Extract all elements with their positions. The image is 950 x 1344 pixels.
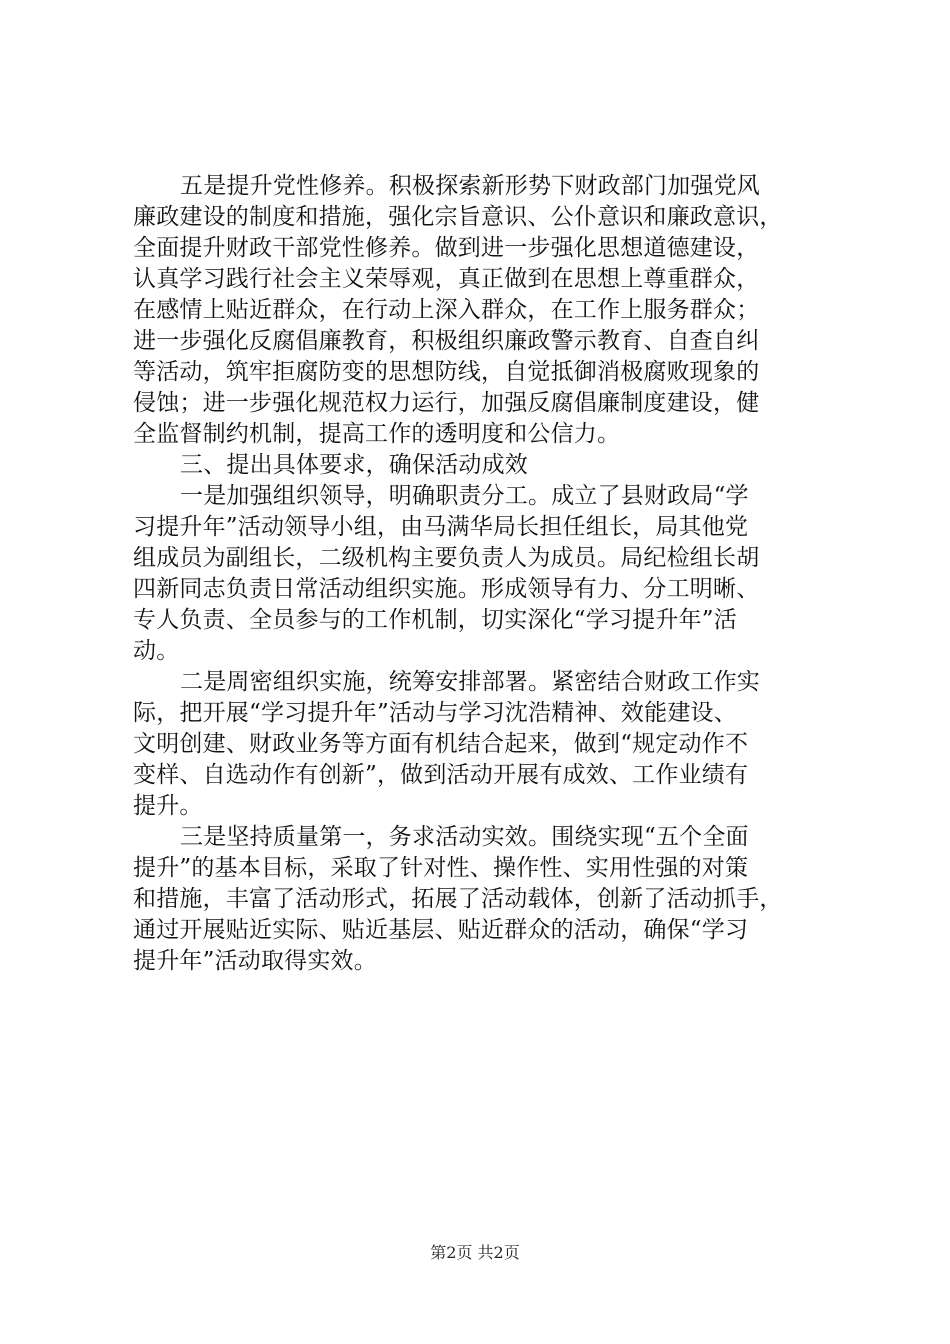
document-body: [133, 171, 833, 977]
paragraph-line: 侵蚀；进一步强化规范权力运行，加强反腐倡廉制度建设，健: [133, 390, 760, 416]
paragraph-line: 际，把开展“学习提升年”活动与学习沈浩精神、效能建设、: [133, 700, 737, 726]
section-heading: 三、提出具体要求，确保活动成效: [180, 452, 528, 478]
paragraph-line: 提升”的基本目标，采取了针对性、操作性、实用性强的对策: [133, 855, 749, 881]
paragraph-line: 变样、自选动作有创新”，做到活动开展有成效、工作业绩有: [133, 762, 749, 788]
paragraph-line: 进一步强化反腐倡廉教育，积极组织廉政警示教育、自查自纠: [133, 328, 760, 354]
paragraph-line: 提升年”活动取得实效。: [133, 948, 377, 974]
paragraph-line: 提升。: [133, 793, 203, 819]
page-number-footer: 第2页 共2页: [430, 1243, 520, 1262]
paragraph-line: 习提升年”活动领导小组，由马满华局长担任组长，局其他党: [133, 514, 749, 540]
paragraph-line: 全监督制约机制，提高工作的透明度和公信力。: [133, 421, 621, 447]
paragraph-line: 组成员为副组长，二级机构主要负责人为成员。局纪检组长胡: [133, 545, 760, 571]
paragraph-line: 认真学习践行社会主义荣辱观，真正做到在思想上尊重群众，: [133, 266, 760, 292]
paragraph-line: 和措施，丰富了活动形式，拓展了活动载体，创新了活动抓手，: [133, 886, 783, 912]
paragraph-line: 廉政建设的制度和措施，强化宗旨意识、公仆意识和廉政意识，: [133, 204, 783, 230]
paragraph-line: 文明创建、财政业务等方面有机结合起来，做到“规定动作不: [133, 731, 749, 757]
paragraph-line: 在感情上贴近群众，在行动上深入群众，在工作上服务群众；: [133, 297, 760, 323]
paragraph-line: 动。: [133, 638, 180, 664]
paragraph-line: 通过开展贴近实际、贴近基层、贴近群众的活动，确保“学习: [133, 917, 749, 943]
paragraph-line: 五是提升党性修养。积极探索新形势下财政部门加强党风: [180, 173, 760, 199]
paragraph-line: 三是坚持质量第一，务求活动实效。围绕实现“五个全面: [180, 824, 749, 850]
paragraph-line: 四新同志负责日常活动组织实施。形成领导有力、分工明晰、: [133, 576, 760, 602]
paragraph-line: 一是加强组织领导，明确职责分工。成立了县财政局“学: [180, 483, 749, 509]
paragraph-line: 专人负责、全员参与的工作机制，切实深化“学习提升年”活: [133, 607, 737, 633]
paragraph-line: 全面提升财政干部党性修养。做到进一步强化思想道德建设，: [133, 235, 760, 261]
paragraph-line: 等活动，筑牢拒腐防变的思想防线，自觉抵御消极腐败现象的: [133, 359, 760, 385]
paragraph-line: 二是周密组织实施，统筹安排部署。紧密结合财政工作实: [180, 669, 760, 695]
